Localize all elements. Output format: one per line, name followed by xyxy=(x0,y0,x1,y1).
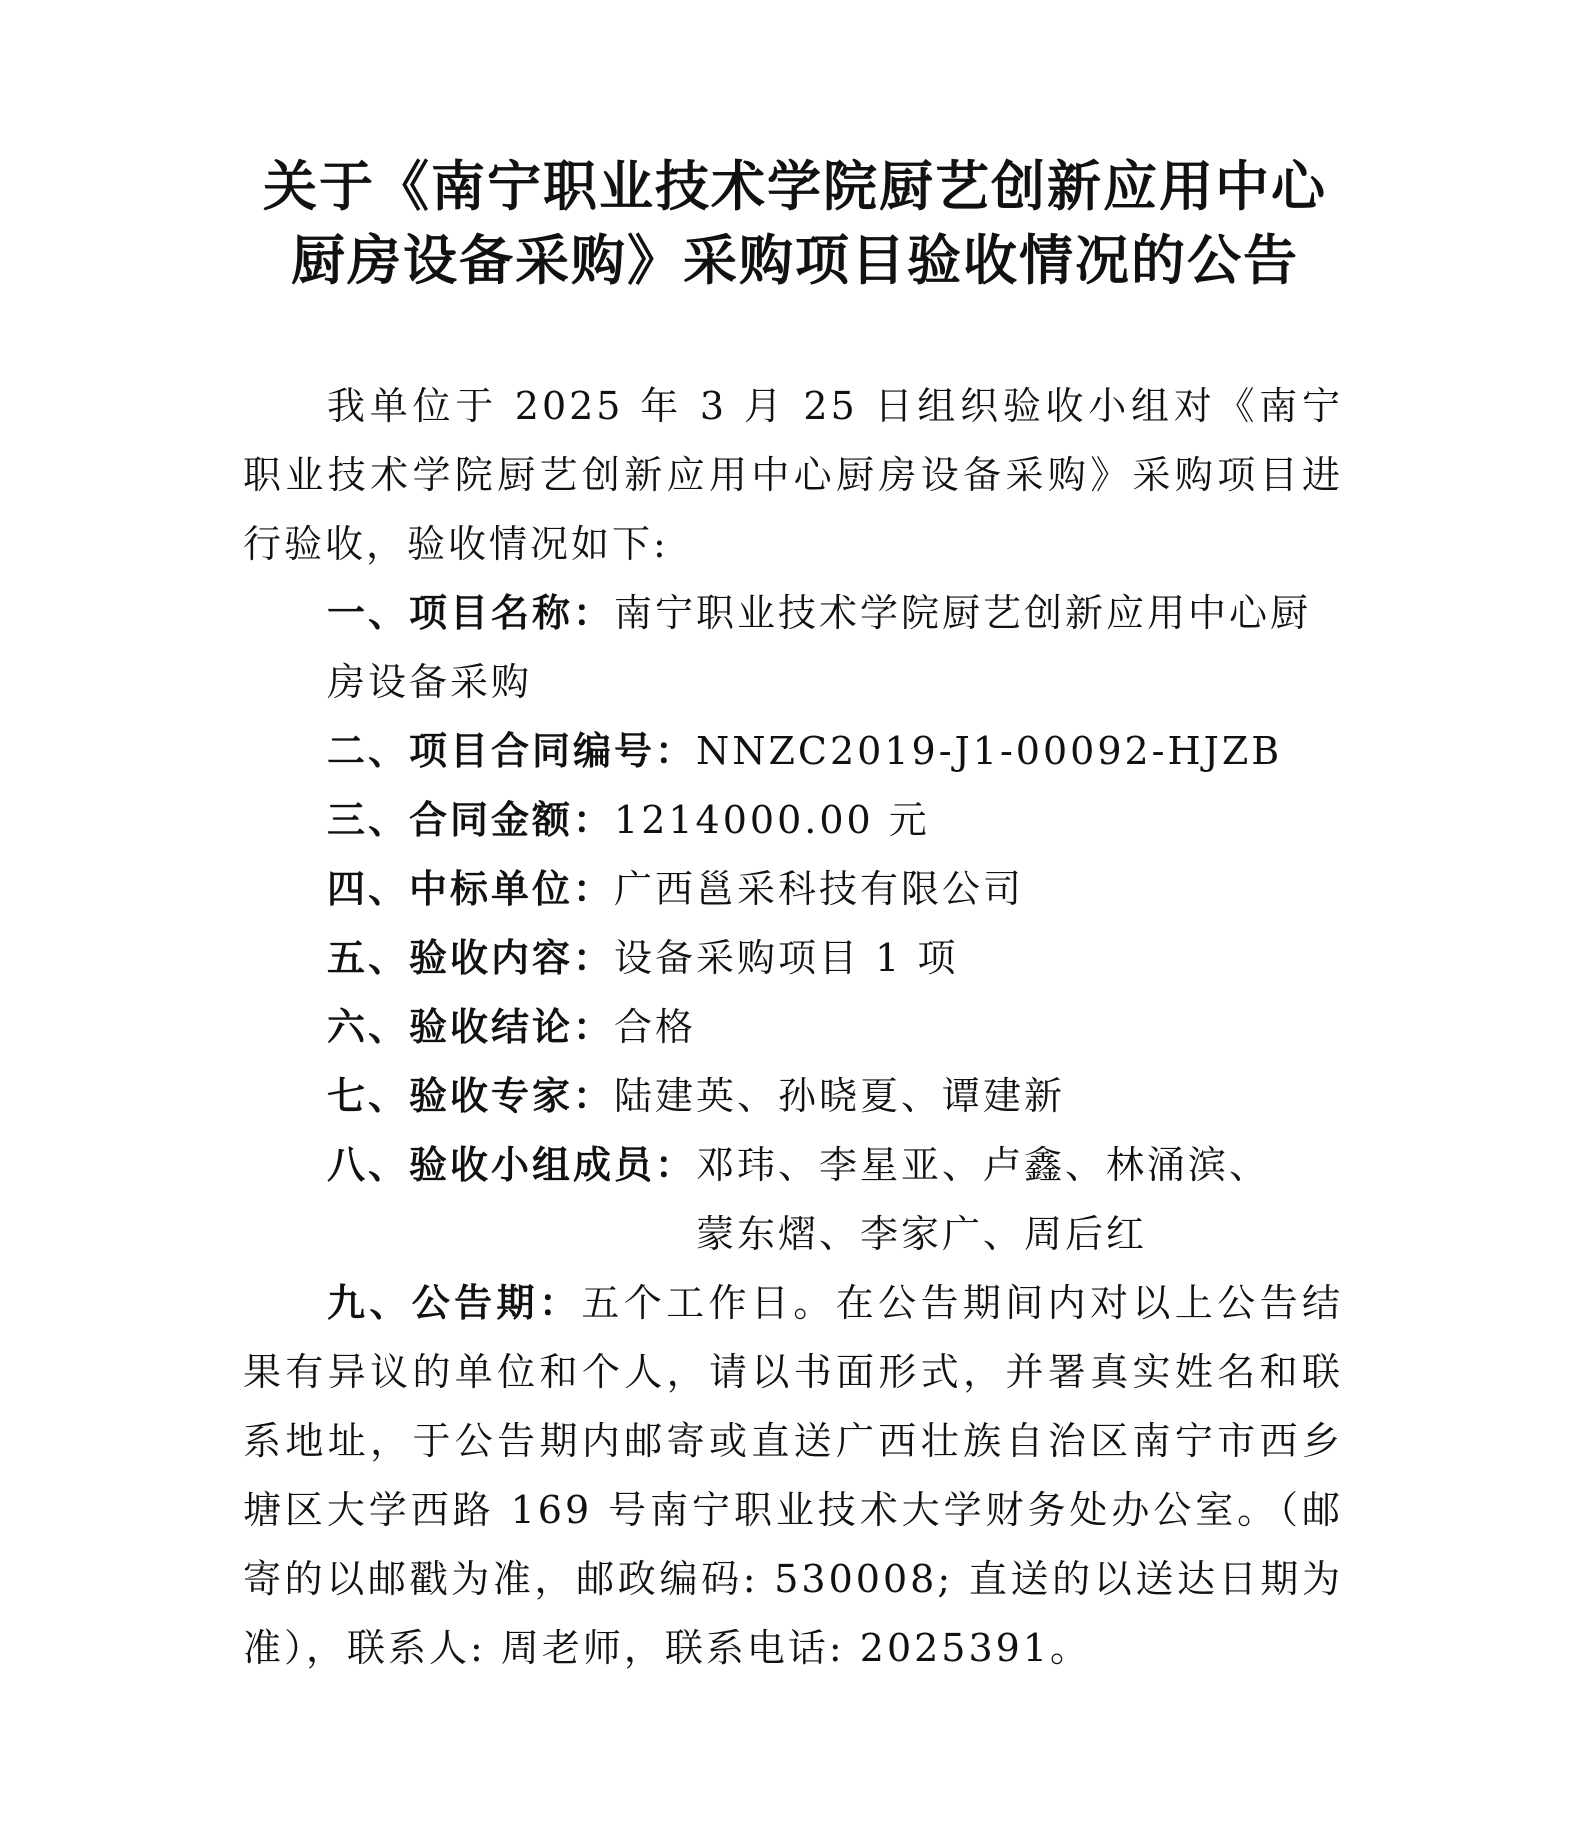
item-label: 一、项目名称： xyxy=(327,591,615,635)
item-value: 南宁职业技术学院厨艺创新应用中心厨房设备采购 xyxy=(327,591,1312,704)
item-value: 1214000.00 元 xyxy=(614,798,930,842)
title-line-1: 关于《南宁职业技术学院厨艺创新应用中心 xyxy=(263,155,1327,218)
item-label: 七、验收专家： xyxy=(327,1074,615,1118)
item-label: 九、公告期： xyxy=(327,1281,582,1325)
item-notice-period xyxy=(243,1269,1343,1683)
item-label: 五、验收内容： xyxy=(327,936,615,980)
item-value: 设备采购项目 1 项 xyxy=(614,936,959,980)
item-acceptance-content xyxy=(243,924,1343,993)
intro-paragraph: 我单位于 2025 年 3 月 25 日组织验收小组对《南宁职业技术学院厨艺创新应用中心厨房设备采购》采购项目进行验收，验收情况如下: xyxy=(243,384,1343,566)
item-value: 陆建英、孙晓夏、谭建新 xyxy=(614,1074,1066,1118)
item-value: 邓玮、李星亚、卢鑫、林涌滨、蒙东熠、李家广、周后红 xyxy=(696,1143,1271,1256)
document-title xyxy=(200,150,1390,298)
item-value: NNZC2019-J1-00092-HJZB xyxy=(696,729,1283,773)
item-value: 广西邕采科技有限公司 xyxy=(614,867,1025,911)
item-winning-bidder xyxy=(243,855,1343,924)
item-contract-number xyxy=(243,717,1343,786)
item-acceptance-experts xyxy=(243,1062,1343,1131)
item-label: 八、验收小组成员： xyxy=(327,1143,697,1187)
item-label: 三、合同金额： xyxy=(327,798,615,842)
item-value: 合格 xyxy=(614,1005,697,1049)
item-contract-amount xyxy=(243,786,1343,855)
item-project-name xyxy=(243,579,1343,717)
title-line-2: 厨房设备采购》采购项目验收情况的公告 xyxy=(291,229,1299,292)
document-body xyxy=(243,372,1343,1683)
item-value: 五个工作日。在公告期间内对以上公告结果有异议的单位和个人，请以书面形式，并署真实姓名和联系地址，于公告期内邮寄或直送广西壮族自治区南宁市西乡塘区大学西路 169 号南宁职业技术大学财务处办公室。（邮寄的以邮戳为准，邮政编码: 530008; 直送的以送达日期为准），联系人: 周老师，联系电话: 2025391。 xyxy=(243,1281,1343,1670)
item-label: 四、中标单位： xyxy=(327,867,615,911)
item-label: 二、项目合同编号： xyxy=(327,729,697,773)
item-label: 六、验收结论： xyxy=(327,1005,615,1049)
item-acceptance-members xyxy=(243,1131,1343,1269)
item-acceptance-conclusion xyxy=(243,993,1343,1062)
